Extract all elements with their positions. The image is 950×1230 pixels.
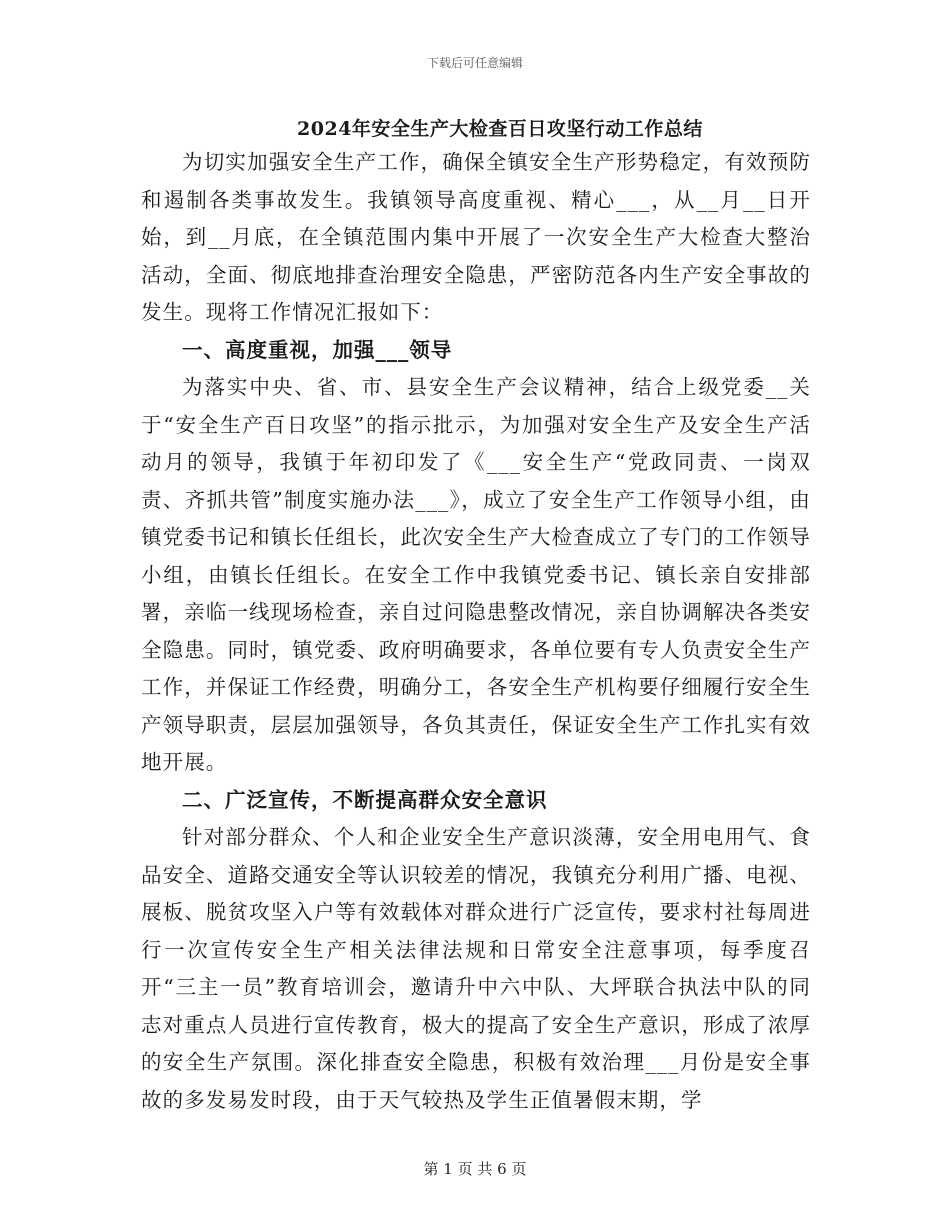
section-1-heading: 一、高度重视，加强___领导	[182, 337, 453, 362]
intro-paragraph: 为切实加强安全生产工作，确保全镇安全生产形势稳定，有效预防和遏制各类事故发生。我镇领导高度重视、精心___，从__月__日开始，到__月底，在全镇范围内集中开展了一次安全生产大检查大整治活动，全面、彻底地排查治理安全隐患，严密防范各内生产安全事故的发生。现将工作情况汇报如下：	[141, 150, 811, 324]
section-2-heading: 二、广泛宣传，不断提高群众安全意识	[182, 787, 548, 812]
page-number: 第 1 页 共 6 页	[423, 1160, 527, 1178]
section-2-paragraph: 针对部分群众、个人和企业安全生产意识淡薄，安全用电用气、食品安全、道路交通安全等认识较差的情况，我镇充分利用广播、电视、展板、脱贫攻坚入户等有效载体对群众进行广泛宣传，要求村社每周进行一次宣传安全生产相关法律法规和日常安全注意事项，每季度召开“三主一员”教育培训会，邀请升中六中队、大坪联合执法中队的同志对重点人员进行宣传教育，极大的提高了安全生产意识，形成了浓厚的安全生产氛围。深化排查安全隐患，积极有效治理___月份是安全事故的多发易发时段，由于天气较热及学生正值暑假末期，学	[141, 825, 811, 1112]
document-title: 2024年安全生产大检查百日攻坚行动工作总结	[297, 118, 703, 140]
document-body	[141, 144, 811, 1119]
download-note: 下载后可任意编辑	[426, 56, 523, 70]
section-1-paragraph: 为落实中央、省、市、县安全生产会议精神，结合上级党委__关于“安全生产百日攻坚”的指示批示，为加强对安全生产及安全生产活动月的领导，我镇于年初印发了《___安全生产“党政同责、一岗双责、齐抓共管”制度实施办法___》，成立了安全生产工作领导小组，由镇党委书记和镇长任组长，此次安全生产大检查成立了专门的工作领导小组，由镇长任组长。在安全工作中我镇党委书记、镇长亲自安排部署，亲临一线现场检查，亲自过问隐患整改情况，亲自协调解决各类安全隐患。同时，镇党委、政府明确要求，各单位要有专人负责安全生产工作，并保证工作经费，明确分工，各安全生产机构要仔细履行安全生产领导职责，层层加强领导，各负其责任，保证安全生产工作扎实有效地开展。	[141, 375, 811, 774]
